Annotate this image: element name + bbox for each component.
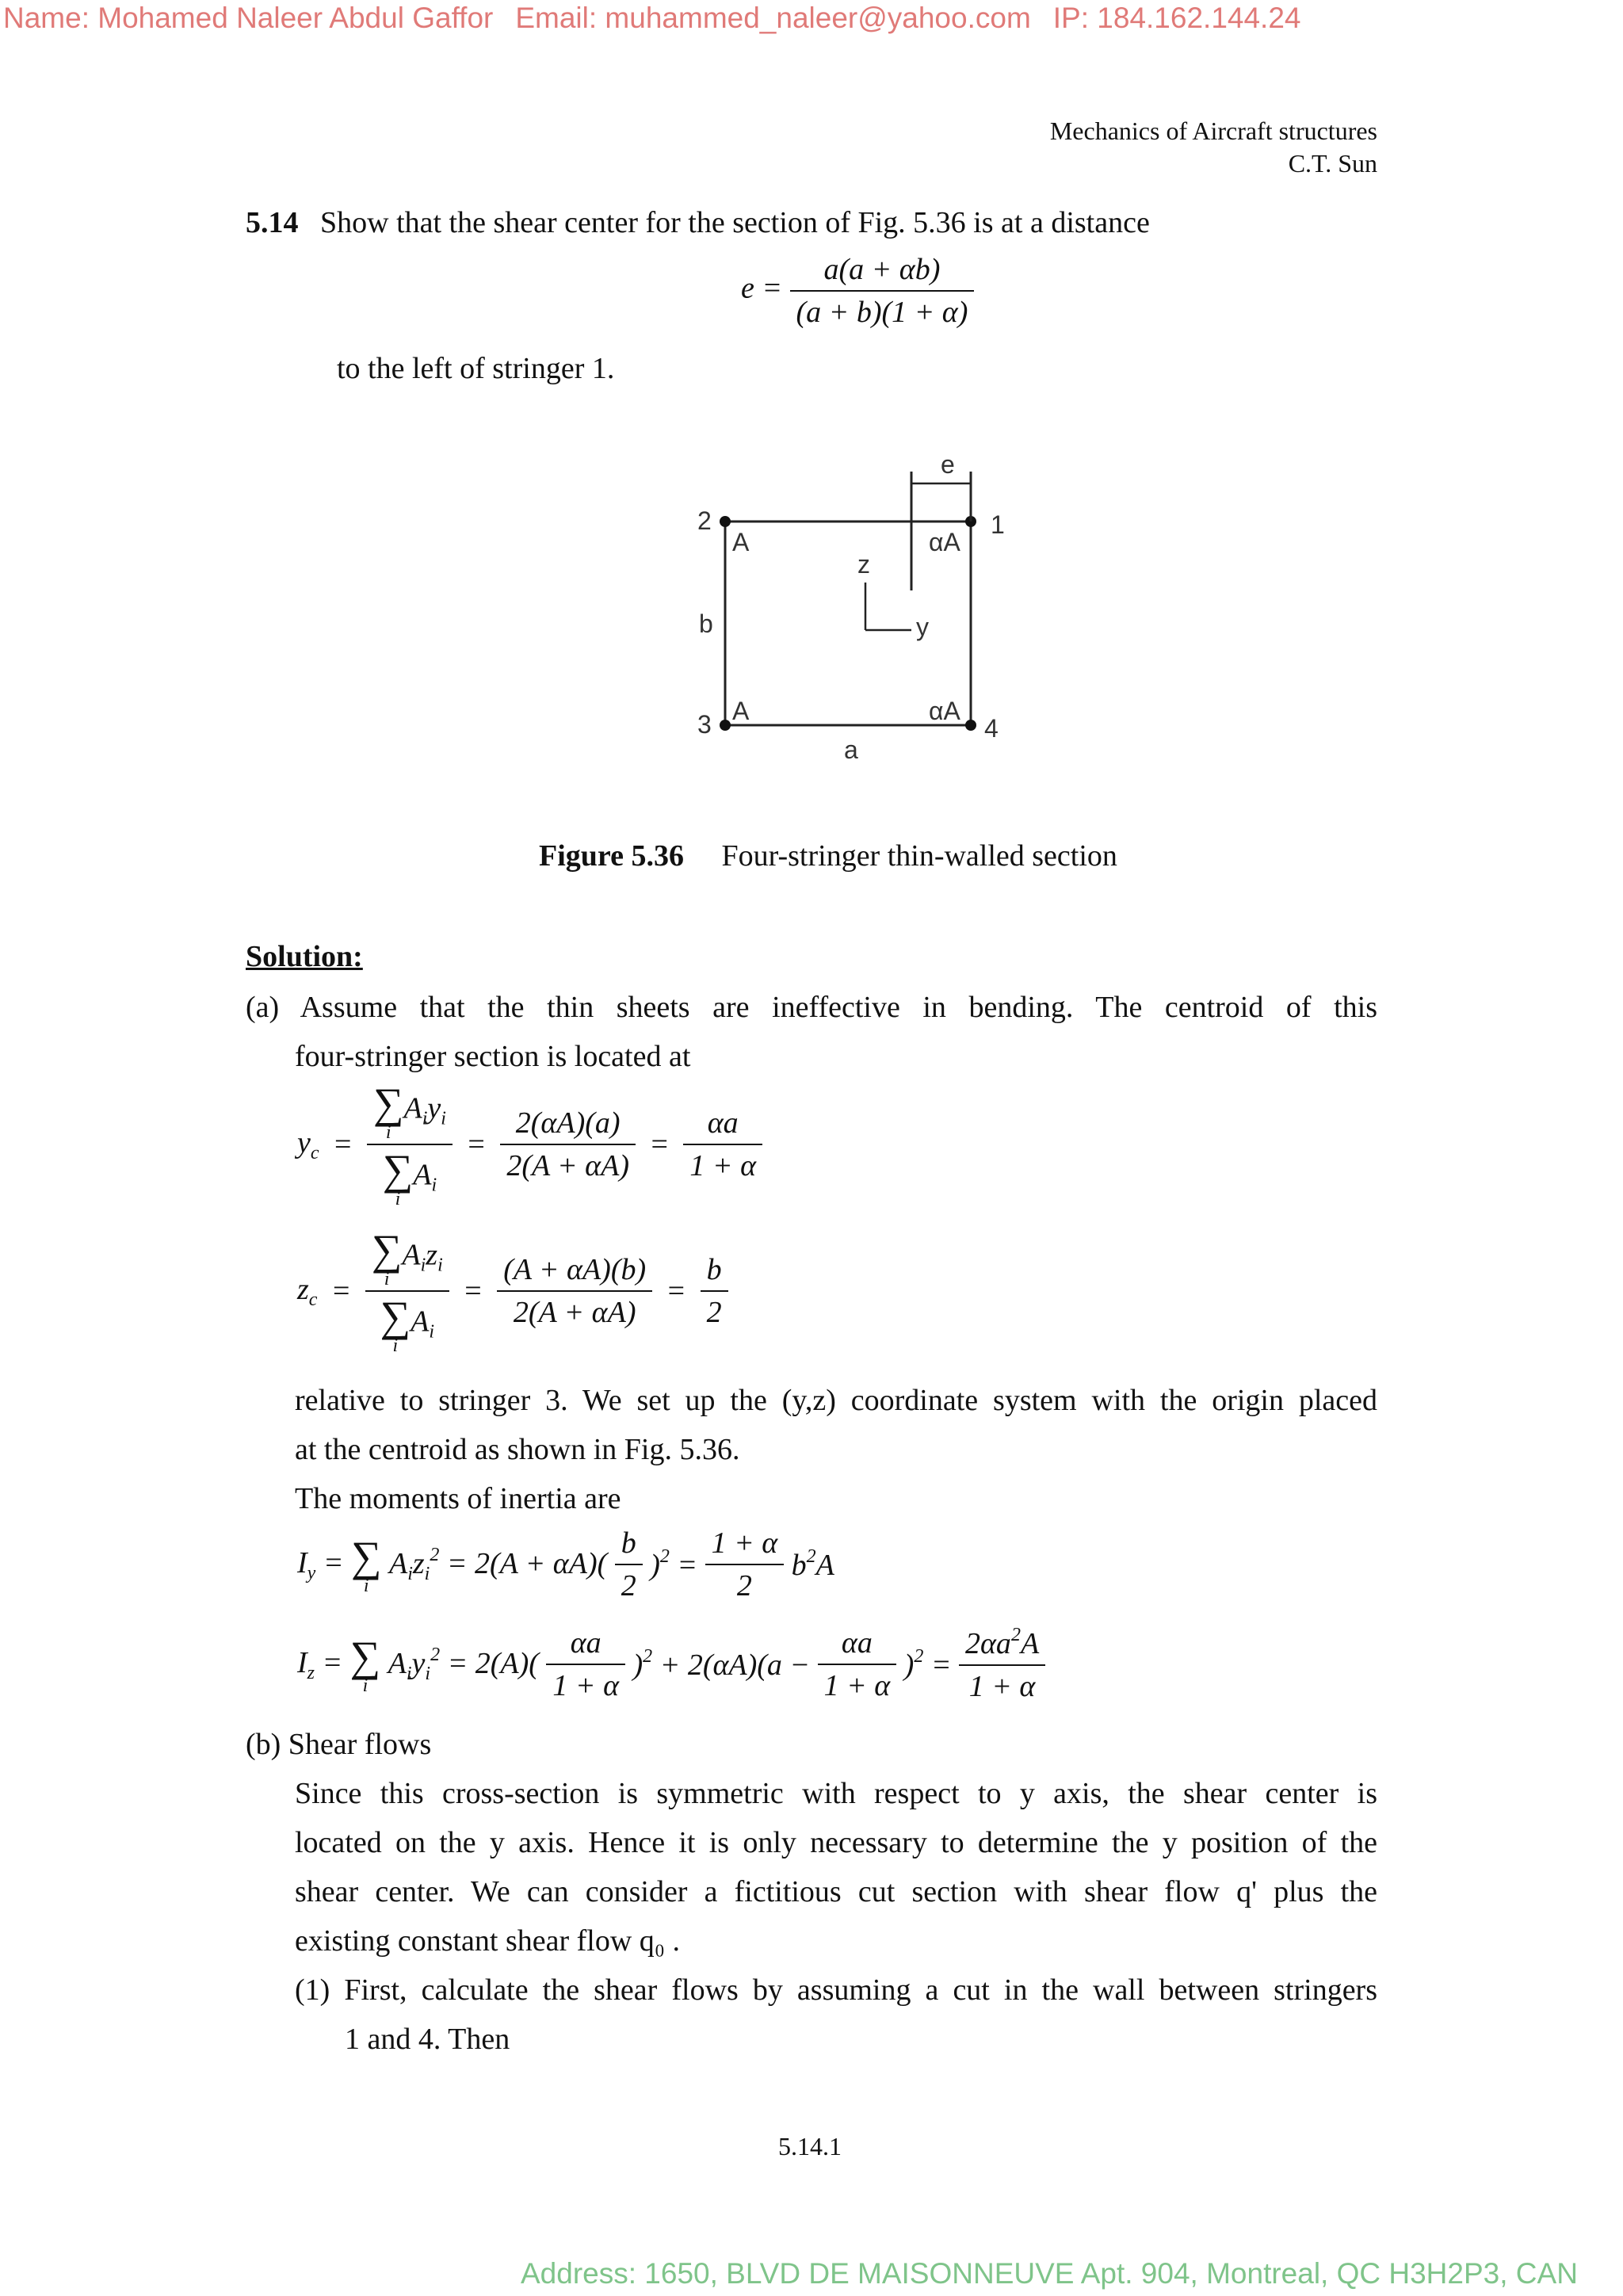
label-width-a: a bbox=[844, 735, 858, 764]
four-stringer-section-figure bbox=[682, 448, 1030, 781]
label-area-bottom-left: A bbox=[732, 697, 750, 725]
part-a-line-2: four-stringer section is located at bbox=[295, 1040, 691, 1073]
label-axis-y: y bbox=[916, 613, 929, 641]
label-stringer-4: 4 bbox=[984, 714, 999, 743]
watermark-email: Email: muhammed_naleer@yahoo.com bbox=[515, 2, 1031, 34]
label-stringer-2: 2 bbox=[697, 506, 712, 535]
book-author: C.T. Sun bbox=[1288, 149, 1377, 178]
label-height-b: b bbox=[699, 609, 713, 638]
label-area-top-right: αA bbox=[929, 528, 960, 556]
iy-equation: $I_y$ = ∑ i $A_iz_i^2 = 2(A + \alpha A)$( $\frac{b}{2}$ )$^2$ = $\frac{1 + \alpha}{2}$ $b^2A$ bbox=[297, 1526, 834, 1603]
running-header bbox=[1050, 115, 1377, 180]
watermark-header bbox=[3, 2, 1323, 35]
yc-result-denominator: 1 + α bbox=[683, 1144, 762, 1183]
step-1-line-1: (1) First, calculate the shear flows by assuming a cut in the wall between stringers bbox=[295, 1973, 1377, 2007]
figure-caption bbox=[539, 839, 1117, 873]
yc-numerator: 2(αA)(a) bbox=[515, 1106, 621, 1140]
equation-lhs: e = bbox=[741, 271, 783, 305]
problem-equation bbox=[741, 252, 974, 330]
zc-equation: $z_c$ = ∑ i $A_iz_i$ ∑ i $A_i$ = $\frac{(A + \alpha A)(b)}{2(A + \alpha A)}$ = $\frac{b}{2}$ bbox=[297, 1228, 728, 1354]
yc-denominator: 2(A + αA) bbox=[500, 1144, 636, 1183]
watermark-name: Name: Mohamed Naleer Abdul Gaffor bbox=[3, 2, 494, 34]
zc-result-denominator: 2 bbox=[701, 1290, 728, 1330]
part-b-line-3: shear center. We can consider a fictitious cut section with shear flow q' plus the bbox=[295, 1875, 1377, 1908]
relative-line-2: at the centroid as shown in Fig. 5.36. bbox=[295, 1433, 740, 1466]
watermark-ip: IP: 184.162.144.24 bbox=[1052, 2, 1301, 34]
iz-equation: $I_z$ = ∑ i $A_iy_i^2 = 2(A)$( $\frac{\alpha a}{1 + \alpha}$ )$^2$ + 2(αA)(a − $\frac{\alpha a}{1 + \alpha}$ )$^2$ = $\frac{2\alpha a^2A}{1 + \alpha}$ bbox=[297, 1625, 1045, 1704]
part-b-line-4: existing constant shear flow q₀ . bbox=[295, 1924, 681, 1958]
problem-number: 5.14 bbox=[246, 206, 299, 239]
stringer-2 bbox=[720, 516, 731, 527]
zc-result-numerator: b bbox=[706, 1253, 722, 1286]
zc-numerator: (A + αA)(b) bbox=[503, 1253, 647, 1286]
label-area-bottom-right: αA bbox=[929, 697, 960, 725]
stringer-3 bbox=[720, 720, 731, 731]
figure-caption-number: Figure 5.36 bbox=[539, 839, 684, 873]
relative-line-1: relative to stringer 3. We set up the (y,z) coordinate system with the origin placed bbox=[295, 1384, 1377, 1417]
label-e: e bbox=[941, 450, 955, 479]
yc-result-numerator: αa bbox=[707, 1106, 739, 1140]
label-axis-z: z bbox=[857, 550, 870, 579]
page-number: 5.14.1 bbox=[778, 2132, 842, 2160]
zc-denominator: 2(A + αA) bbox=[497, 1290, 652, 1330]
label-stringer-1: 1 bbox=[991, 510, 1005, 539]
figure-caption-text: Four-stringer thin-walled section bbox=[721, 839, 1117, 873]
book-title: Mechanics of Aircraft structures bbox=[1049, 117, 1377, 145]
watermark-address: Address: 1650, BLVD DE MAISONNEUVE Apt. 904, Montreal, QC H3H2P3, CAN bbox=[521, 2257, 1578, 2290]
part-a-line-1: (a) Assume that the thin sheets are ineffective in bending. The centroid of this bbox=[246, 991, 1377, 1024]
part-b-heading: (b) Shear flows bbox=[246, 1728, 432, 1761]
equation-numerator: a(a + αb) bbox=[823, 253, 941, 286]
moments-intro: The moments of inertia are bbox=[295, 1482, 621, 1515]
label-area-top-left: A bbox=[732, 528, 750, 556]
yc-equation: $y_c$ = ∑ i $A_iy_i$ ∑ i $A_i$ = $\frac{2(\alpha A)(a)}{2(A + \alpha A)}$ = $\frac{\alpha a}{1 + \alpha}$ bbox=[297, 1082, 762, 1207]
stringer-4 bbox=[965, 720, 976, 731]
label-stringer-3: 3 bbox=[697, 710, 712, 739]
solution-heading: Solution: bbox=[246, 940, 363, 973]
problem-text: Show that the shear center for the section of Fig. 5.36 is at a distance bbox=[320, 206, 1150, 239]
problem-tail: to the left of stringer 1. bbox=[337, 352, 615, 385]
part-b-line-1: Since this cross-section is symmetric with respect to y axis, the shear center is bbox=[295, 1777, 1377, 1810]
problem-statement bbox=[246, 198, 1150, 247]
part-b-line-2: located on the y axis. Hence it is only necessary to determine the y position of the bbox=[295, 1826, 1377, 1859]
step-1-line-2: 1 and 4. Then bbox=[345, 2023, 510, 2056]
equation-denominator: (a + b)(1 + α) bbox=[790, 290, 975, 330]
